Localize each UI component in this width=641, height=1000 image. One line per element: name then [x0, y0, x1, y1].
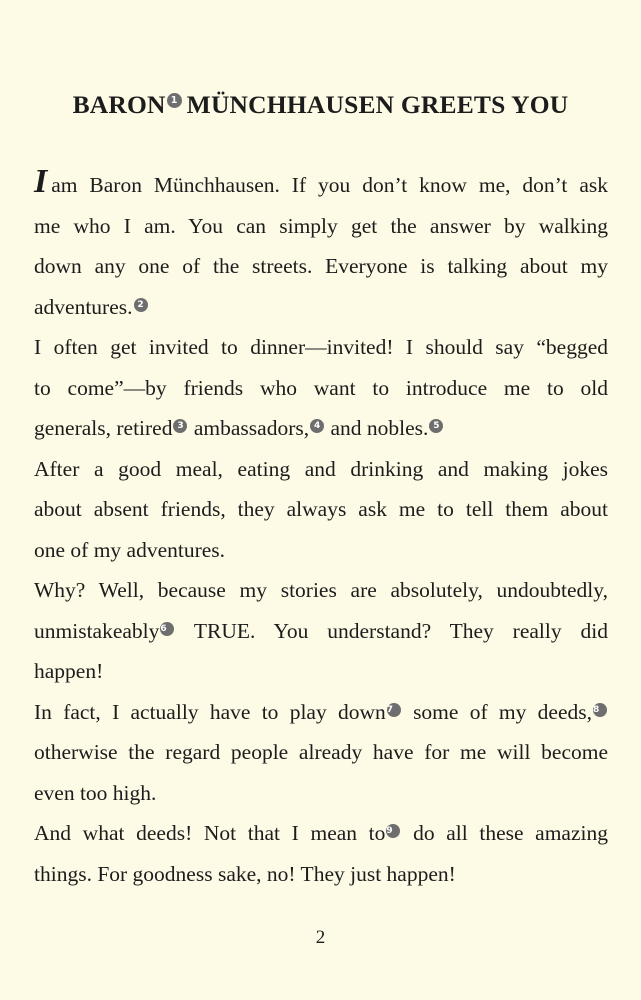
- text-line: Why? Well, because my stories are absolutely, undoubtedly,: [34, 578, 608, 602]
- line-text: In fact, I actually have to play down: [34, 699, 386, 724]
- text-line: [34, 165, 608, 206]
- chapter-body: [34, 165, 608, 894]
- text-line: otherwise the regard people already have for me will become: [34, 740, 608, 764]
- line-text: And what deeds! Not that I mean to: [34, 821, 386, 845]
- footnote-marker-8[interactable]: 8: [593, 703, 607, 717]
- text-line: to come”—by friends who want to introduce me to old: [34, 375, 608, 400]
- line-text: adventures.: [34, 294, 133, 319]
- text-line: even too high.: [34, 780, 157, 805]
- footnote-marker-6[interactable]: 6: [160, 622, 174, 636]
- text-line: [34, 408, 608, 449]
- chapter-title: [0, 90, 641, 120]
- chapter-title-text: BARON: [72, 90, 166, 119]
- footnote-marker-1[interactable]: 1: [167, 93, 182, 108]
- text-line: things. For goodness sake, no! They just happen!: [34, 861, 456, 886]
- footnote-marker-4[interactable]: 4: [310, 419, 324, 433]
- text-line: I often get invited to dinner—invited! I should say “begged: [34, 335, 608, 359]
- text-line: [34, 287, 608, 328]
- footnote-marker-7[interactable]: 7: [387, 703, 401, 717]
- drop-cap: I: [34, 163, 48, 200]
- footnote-marker-9[interactable]: 9: [386, 824, 400, 838]
- text-line: [34, 611, 608, 652]
- footnote-marker-2[interactable]: 2: [134, 298, 148, 312]
- text-line: [34, 813, 608, 854]
- text-line: happen!: [34, 659, 104, 683]
- line-text: generals, retired: [34, 416, 173, 440]
- line-text: do all these amazing: [413, 821, 608, 845]
- text-line: about absent friends, they always ask me to tell them about: [34, 497, 608, 521]
- text-line: down any one of the streets. Everyone is talking about my: [34, 254, 608, 278]
- text-line: After a good meal, eating and drinking and making jokes: [34, 456, 608, 481]
- line-text: ambassadors,: [193, 416, 310, 440]
- text-line: me who I am. You can simply get the answer by walking: [34, 213, 608, 238]
- text-line: one of my adventures.: [34, 537, 226, 562]
- chapter-title-text: MÜNCHHAUSEN GREETS YOU: [186, 90, 569, 119]
- line-text: and nobles.: [330, 416, 429, 440]
- footnote-marker-3[interactable]: 3: [173, 419, 187, 433]
- line-text: am Baron Münchhausen. If you don’t know me, don’t ask: [51, 173, 608, 197]
- line-text: unmistakeably: [34, 618, 160, 643]
- line-text: TRUE. You understand? They really did: [193, 618, 608, 643]
- page-number: 2: [315, 927, 326, 948]
- footnote-marker-5[interactable]: 5: [429, 419, 443, 433]
- line-text: some of my deeds,: [413, 699, 592, 724]
- text-line: [34, 692, 608, 733]
